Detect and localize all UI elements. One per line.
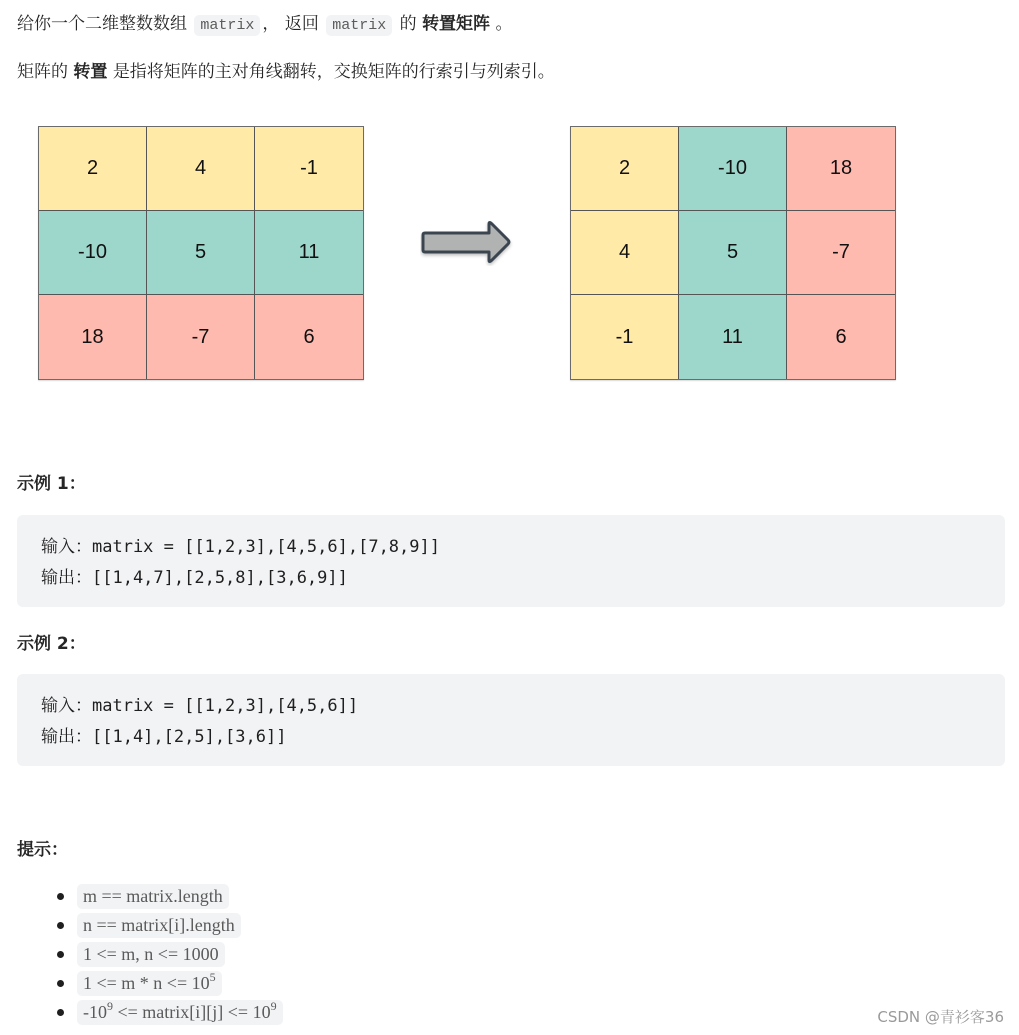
example-output-line — [41, 722, 981, 753]
exponent: 9 — [107, 999, 113, 1013]
bold-term-transpose: 转置 — [73, 62, 108, 82]
inline-code-matrix: matrix — [194, 15, 260, 36]
inline-code-matrix: matrix — [326, 15, 392, 36]
output-label: 输出： — [41, 568, 92, 588]
example-1-codeblock — [17, 515, 1005, 607]
matrix-cell: -7 — [147, 295, 255, 379]
matrix-cell: 11 — [679, 295, 787, 379]
matrix-cell: 2 — [571, 127, 679, 211]
constraint-text: 1 <= m * n <= 10 — [83, 973, 210, 993]
matrix-cell: 6 — [787, 295, 895, 379]
bullet-icon — [57, 1009, 64, 1016]
intro-text: 的 — [399, 14, 417, 34]
matrix-cell: -10 — [679, 127, 787, 211]
example-2-codeblock — [17, 674, 1005, 766]
matrix-cell: 4 — [571, 211, 679, 295]
output-value: [[1,4,7],[2,5,8],[3,6,9]] — [92, 568, 348, 588]
matrix-cell: 4 — [147, 127, 255, 211]
matrix-cell: 11 — [255, 211, 363, 295]
example-2-heading: 示例 2： — [17, 634, 86, 654]
input-value: matrix = [[1,2,3],[4,5,6]] — [92, 696, 359, 716]
matrix-cell: -10 — [39, 211, 147, 295]
constraint-code: 1 <= m, n <= 1000 — [77, 942, 225, 967]
input-value: matrix = [[1,2,3],[4,5,6],[7,8,9]] — [92, 537, 440, 557]
matrix-cell: -1 — [571, 295, 679, 379]
constraint-text: <= matrix[i][j] <= 10 — [113, 1002, 271, 1022]
input-label: 输入： — [41, 537, 92, 557]
matrix-cell: -1 — [255, 127, 363, 211]
bullet-icon — [57, 951, 64, 958]
bullet-icon — [57, 893, 64, 900]
constraint-code: m == matrix.length — [77, 884, 229, 909]
matrix-cell: 5 — [679, 211, 787, 295]
example-output-line — [41, 563, 981, 594]
intro-text: ， 返回 — [262, 14, 319, 34]
intro-paragraph — [17, 11, 512, 39]
original-matrix-figure — [38, 126, 364, 380]
constraint-code — [77, 971, 222, 996]
intro-text: 。 — [495, 14, 513, 34]
definition-text: 矩阵的 — [17, 62, 68, 82]
constraint-code — [77, 1000, 283, 1025]
input-label: 输入： — [41, 696, 92, 716]
exponent: 5 — [209, 970, 216, 984]
matrix-cell: 6 — [255, 295, 363, 379]
matrix-cell: 18 — [39, 295, 147, 379]
matrix-cell: -7 — [787, 211, 895, 295]
bold-term-transpose-matrix: 转置矩阵 — [422, 14, 491, 34]
output-label: 输出： — [41, 727, 92, 747]
output-value: [[1,4],[2,5],[3,6]] — [92, 727, 287, 747]
definition-paragraph — [17, 59, 555, 85]
definition-text: 是指将矩阵的主对角线翻转，交换矩阵的行索引与列索引。 — [112, 62, 555, 82]
intro-text: 给你一个二维整数数组 — [17, 14, 187, 34]
bullet-icon — [57, 922, 64, 929]
example-1-heading: 示例 1： — [17, 474, 86, 494]
transposed-matrix-figure — [570, 126, 896, 380]
example-input-line — [41, 532, 981, 563]
right-arrow-icon — [420, 218, 514, 266]
csdn-watermark: CSDN @青衫客36 — [877, 1008, 1004, 1026]
constraint-text: -10 — [83, 1002, 107, 1022]
example-input-line — [41, 691, 981, 722]
constraint-code: n == matrix[i].length — [77, 913, 241, 938]
hints-heading: 提示： — [17, 840, 68, 860]
bullet-icon — [57, 980, 64, 987]
matrix-cell: 2 — [39, 127, 147, 211]
matrix-cell: 5 — [147, 211, 255, 295]
matrix-cell: 18 — [787, 127, 895, 211]
exponent: 9 — [270, 999, 277, 1013]
